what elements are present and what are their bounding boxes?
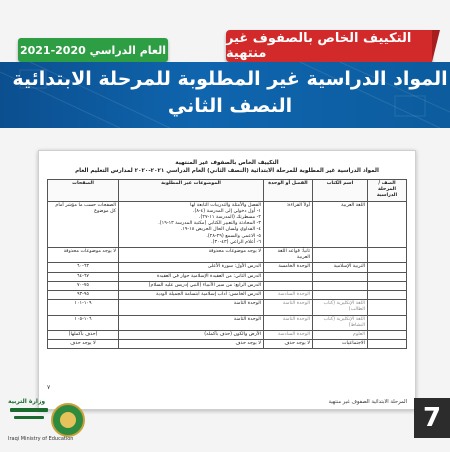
cell-topics: الفصل والأمثلة والتدريبات التابعة لها ١- أول دخولي إلى المدرسة (٤-٨). ٢- مسطرتك (المدرسة ١١-٢٧). ٣- المحادثة والتعبير الكتابي (مكتبة المدرسة ١٣-١٩). ٤- الفداوي ولسان الحال الحريض ١٨-١٩. ٥- الاعمى والسمع (٢٩-٢٨). ٦- أعلام الراعي (٤٣-٣٠).	[119, 201, 264, 247]
cell-grade	[368, 281, 407, 290]
cell-topics: الوحدة الثامنة	[119, 315, 264, 330]
page-subtitle: النصف الثاني	[167, 95, 293, 117]
table-row	[48, 281, 407, 290]
cell-pages: ٩٥-٩٣	[48, 291, 119, 300]
cell-subject: اللغة الإنكليزية (كتاب الطالب)	[313, 300, 368, 315]
document-footer: المرحلة الابتدائية الصفوف غير منتهية	[328, 399, 407, 405]
table-row	[48, 300, 407, 315]
subjects-table	[47, 179, 407, 349]
title-banner	[0, 62, 450, 128]
table-row	[48, 340, 407, 349]
cell-unit: لا يوجد حذف	[264, 340, 313, 349]
cell-unit	[264, 272, 313, 281]
page-number-badge	[414, 398, 450, 438]
cell-pages: ٦٧-٦٤	[48, 272, 119, 281]
cell-unit: الوحدة السادسة	[264, 331, 313, 340]
cell-grade	[368, 263, 407, 272]
cell-grade	[368, 300, 407, 315]
page-title: المواد الدراسية غير المطلوبة للمرحلة الابتدائية	[12, 68, 448, 90]
cell-grade	[368, 340, 407, 349]
table-row	[48, 248, 407, 263]
cell-subject	[313, 281, 368, 290]
cell-pages: لا يوجد حذف	[48, 340, 119, 349]
col-subject: اسم الكتاب	[313, 180, 368, 202]
cell-topics: لا يوجد موضوعات محذوفة	[119, 248, 264, 263]
section-ribbon	[226, 30, 432, 62]
section-ribbon-label: التكييف الخاص بالصفوف غير منتهية	[226, 31, 412, 61]
table-row	[48, 291, 407, 300]
table-row	[48, 201, 407, 247]
col-topics: الموضوعات غير المطلوبة	[119, 180, 264, 202]
cell-grade	[368, 201, 407, 247]
table-row	[48, 272, 407, 281]
cell-grade	[368, 315, 407, 330]
cell-subject	[313, 248, 368, 263]
cell-unit	[264, 281, 313, 290]
document-page-number: ٧	[47, 384, 51, 391]
cell-subject	[313, 272, 368, 281]
cell-unit: ثانياً: قواعد اللغة العربية	[264, 248, 313, 263]
cell-subject: التربية الإسلامية	[313, 263, 368, 272]
table-header-row	[48, 180, 407, 202]
col-grade: الصف / المرحلة الدراسية	[368, 180, 407, 202]
ministry-logo	[6, 396, 90, 448]
cell-subject: اللغة الإنكليزية (كتاب النشاط)	[313, 315, 368, 330]
cell-pages: ٧٥-٧٠	[48, 281, 119, 290]
cell-subject: العلوم	[313, 331, 368, 340]
cell-grade	[368, 331, 407, 340]
ministry-english-name: Iraqi Ministry of Education	[8, 436, 74, 442]
table-row	[48, 263, 407, 272]
table-row	[48, 315, 407, 330]
cell-topics: الأرض والكون (حذف بأكمله)	[119, 331, 264, 340]
cell-grade	[368, 272, 407, 281]
cell-pages: (حذف بأكملها)	[48, 331, 119, 340]
cell-pages: لا يوجد موضوعات محذوفة	[48, 248, 119, 263]
cell-pages: ٦٣-٦٠	[48, 263, 119, 272]
cell-topics: الدرس الخامس: آداب إسلامية ابتسامة الجميلة الودية	[119, 291, 264, 300]
cell-subject: الاجتماعيات	[313, 340, 368, 349]
col-pages: الصفحات	[48, 180, 119, 202]
ministry-arabic-name: وزارة التربية	[8, 398, 46, 405]
cell-grade	[368, 291, 407, 300]
document-subheading: المواد الدراسية غير المطلوبة للمرحلة الابتدائية (النصف الثاني) العام الدراسي ٢٠٢١-٢٠٢٠ لمدارس التعليم العام	[75, 168, 379, 174]
document-heading: التكييف الخاص بالصفوف غير المنتهية	[175, 160, 279, 166]
table-row	[48, 331, 407, 340]
year-ribbon-label: العام الدراسي 2020-2021	[19, 43, 167, 57]
cell-topics: لا يوجد حذف	[119, 340, 264, 349]
cell-topics: الدرس الأول: سورة الأعلى	[119, 263, 264, 272]
col-unit: الفصل أو الوحدة	[264, 180, 313, 202]
cell-unit: أولاً القراءة:	[264, 201, 313, 247]
page-number-label: 7	[422, 403, 442, 433]
cell-topics: الدرس الثاني: من العقيدة الإسلامية حوار في العقيدة	[119, 272, 264, 281]
cell-topics: الدرس الرابع: من سير الأنبياء (النبي إدريس عليه السلام)	[119, 281, 264, 290]
cell-subject	[313, 291, 368, 300]
cell-subject: اللغة العربية	[313, 201, 368, 247]
cell-pages: ١٠٦-١٠٥	[48, 315, 119, 330]
cell-unit: الوحدة الثامنة	[264, 315, 313, 330]
cell-topics: الوحدة الثامنة	[119, 300, 264, 315]
cell-unit: الوحدة الخامسة	[264, 263, 313, 272]
cell-pages: الصفحات حسب ما مؤشر أمام كل موضوع	[48, 201, 119, 247]
cell-unit: الوحدة السادسة	[264, 291, 313, 300]
cell-grade	[368, 248, 407, 263]
cell-unit: الوحدة الثامنة	[264, 300, 313, 315]
document-sheet	[38, 150, 416, 410]
year-ribbon	[18, 38, 168, 62]
cell-pages: ١٠٩-١٠١	[48, 300, 119, 315]
